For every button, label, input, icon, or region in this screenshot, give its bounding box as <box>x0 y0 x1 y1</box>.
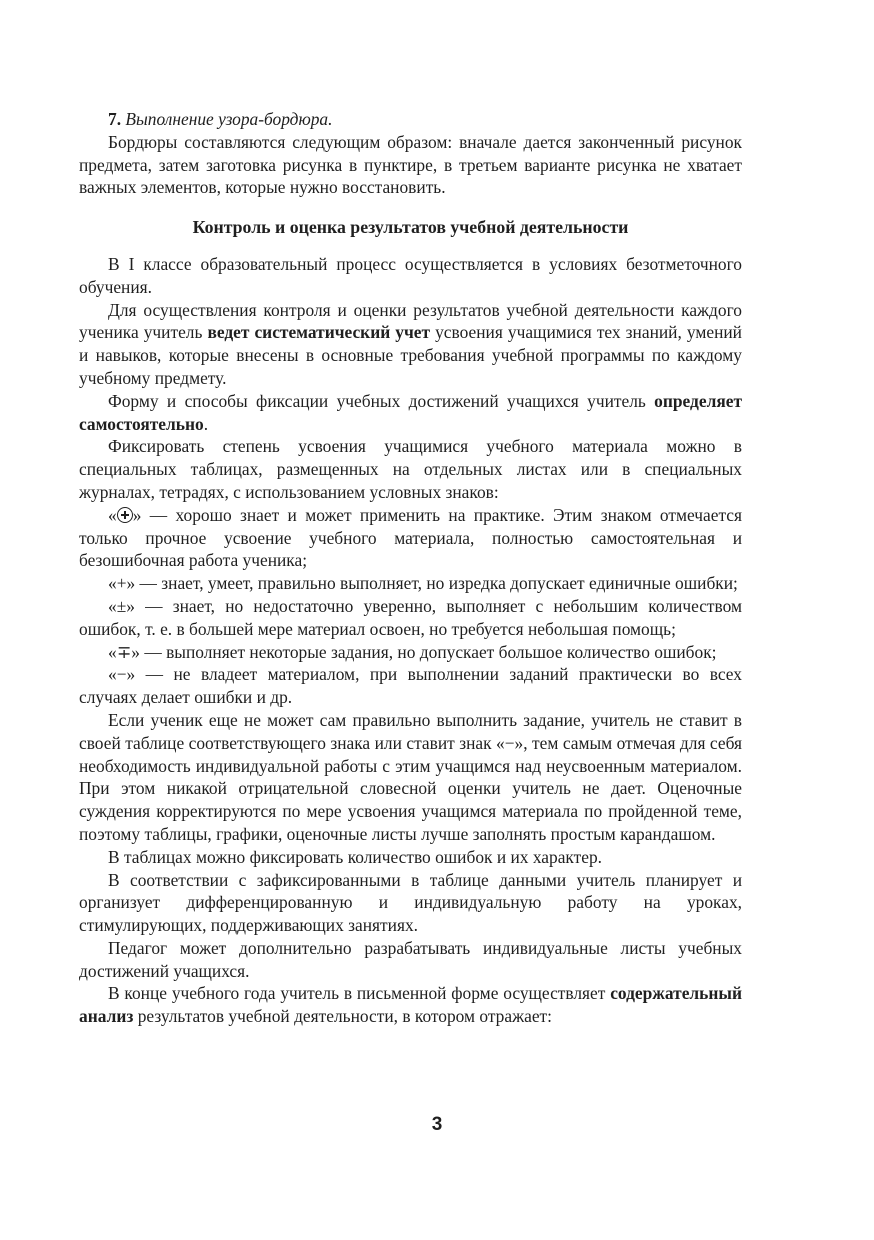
paragraph-3 <box>79 390 742 436</box>
paragraph-7: В соответствии с зафиксированными в таблице данными учитель планирует и организует дифференцированную и индивидуальную работу на уроках, стимулирующих, поддерживающих занятиях. <box>79 869 742 936</box>
paragraph-5: Если ученик еще не может сам правильно выполнить задание, учитель не ставит в своей таблице соответствующего знака или ставит знак «−», тем самым отмечая для себя необходимость индивидуальной работы с этим учащимся над неусвоенным материалом. При этом никакой отрицательной словесной оценки учитель не дает. Оценочные суждения корректируются по мере усвоения учащимся материала по пройденной теме, поэтому таблицы, графики, оценочные листы лучше заполнять простым карандашом. <box>79 709 742 844</box>
mark-circled-plus-symbol <box>108 505 141 525</box>
page-number: 3 <box>431 1114 443 1135</box>
paragraph-9 <box>79 982 742 1028</box>
quote-open: « <box>108 641 117 662</box>
mark-minus-plus-text: — выполняет некоторые задания, но допускает большое количество ошибок; <box>139 641 717 662</box>
paragraph-4: Фиксировать степень усвоения учащимися учебного материала можно в специальных таблицах, размещенных на отдельных листах или в специальных журналах, тетрадях, с использованием условных знаков: <box>79 436 742 502</box>
paragraph-8: Педагог может дополнительно разрабатывать индивидуальные листы учебных достижений учащихся. <box>79 937 742 981</box>
mark-circled-plus-text: — хорошо знает и может применить на практике. Этим знаком отмечается только прочное усвоение учебного материала, полностью самостоятельная и безошибочная работа ученика; <box>79 504 742 571</box>
mark-minus-text: — не владеет материалом, при выполнении заданий практически во всех случаях делает ошибки и др. <box>79 664 742 708</box>
mark-minus-plus-symbol <box>108 642 140 662</box>
paragraph-1: В I классе образовательный процесс осуществляется в условиях безотметочного обучения. <box>79 253 742 297</box>
quote-open: « <box>108 595 117 616</box>
mark-circled-plus <box>79 504 742 572</box>
quote-close: » <box>131 641 140 662</box>
page-body <box>79 108 742 1028</box>
paragraph-6: В таблицах можно фиксировать количество ошибок и их характер. <box>108 846 603 867</box>
circled-plus-icon <box>117 507 133 523</box>
quote-open: « <box>108 504 117 525</box>
paragraph-9-text-b: результатов учебной деятельности, в котором отражает: <box>133 1006 552 1027</box>
mark-minus-plus <box>79 641 742 664</box>
paragraph-2 <box>79 299 742 390</box>
quote-close: » <box>126 595 135 616</box>
minus-plus-icon: ∓ <box>116 641 132 662</box>
paragraph-9-bold: содержательный анализ <box>79 983 742 1027</box>
plus-minus-icon: ± <box>116 595 127 616</box>
mark-plus-minus <box>79 595 742 641</box>
mark-minus-symbol: «−» <box>108 664 136 685</box>
item-title: Выполнение узора-бордюра. <box>125 109 333 129</box>
mark-plus-minus-text: — знает, но недостаточно уверенно, выполняет с небольшим количеством ошибок, т. е. в большей мере материал освоен, но требуется небольшая помощь; <box>79 595 742 639</box>
mark-plus-symbol: «+» <box>108 573 136 594</box>
mark-plus-minus-symbol <box>108 596 135 616</box>
paragraph-2-bold: ведет систематический учет <box>207 322 431 343</box>
item-7-heading <box>79 108 742 131</box>
paragraph-9-text-a: В конце учебного года учитель в письменной форме осуществляет <box>108 983 611 1004</box>
paragraph-2-text-b: усвоения учащимися тех знаний, умений и навыков, которые внесены в основные требования учебной программы по каждому учебному предмету. <box>79 322 742 388</box>
paragraph-3-text-a: Форму и способы фиксации учебных достижений учащихся учитель <box>108 390 655 411</box>
paragraph-3-text-b: . <box>203 413 209 434</box>
paragraph-3-bold: определяет самостоятельно <box>79 390 742 434</box>
paragraph-borders: Бордюры составляются следующим образом: вначале дается законченный рисунок предмета, затем заготовка рисунка в пунктире, в третьем варианте рисунка не хватает важных элементов, которые нужно восстановить. <box>79 131 742 198</box>
mark-plus <box>79 572 742 595</box>
mark-minus <box>79 663 742 709</box>
quote-close: » <box>132 504 142 525</box>
section-title: Контроль и оценка результатов учебной деятельности <box>192 217 629 238</box>
item-number: 7. <box>108 109 122 129</box>
mark-plus-text: — знает, умеет, правильно выполняет, но изредка допускает единичные ошибки; <box>135 573 738 594</box>
paragraph-2-text-a: Для осуществления контроля и оценки результатов учебной деятельности каждого ученика учитель <box>79 299 742 343</box>
